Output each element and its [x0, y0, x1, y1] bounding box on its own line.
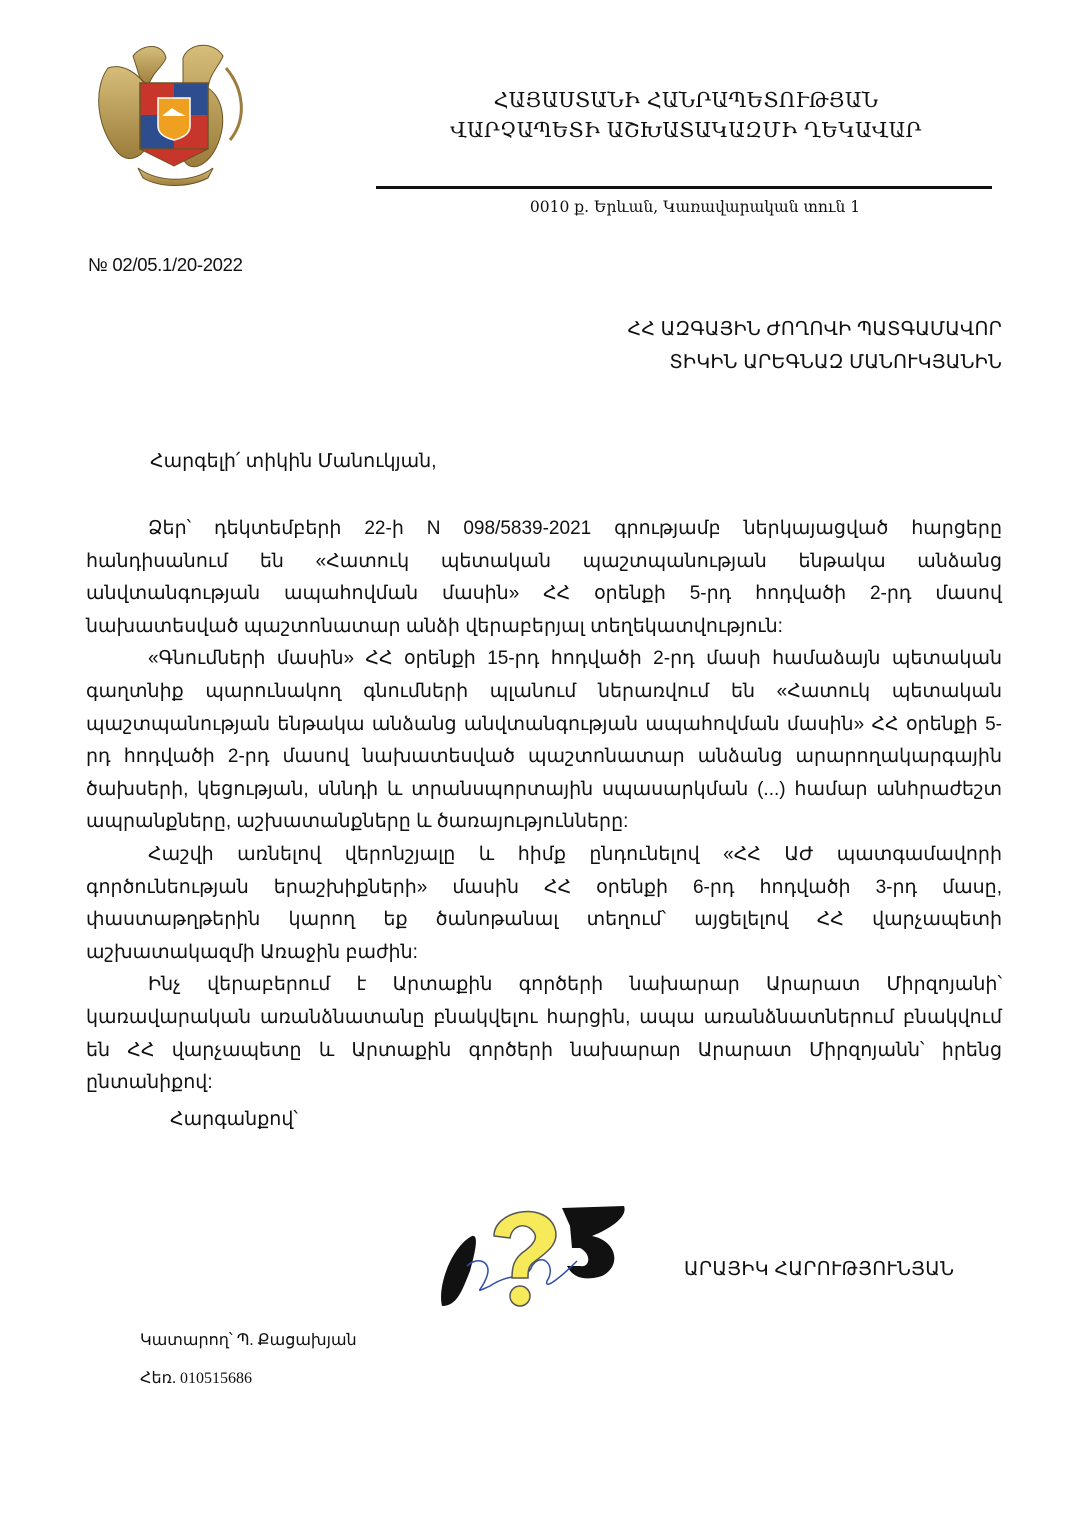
recipient-line1: ՀՀ ԱԶԳԱՅԻՆ ԺՈՂՈՎԻ ՊԱՏԳԱՄԱՎՈՐ	[627, 319, 1002, 340]
body-paragraph: Հաշվի առնելով վերոնշյալը և հիմք ընդունելով «ՀՀ ԱԺ պատգամավորի գործունեության երաշխիքների» մասին ՀՀ օրենքի 6-րդ հոդվածի 3-րդ մասը, փաստաթղթերին կարող եք ծանոթանալ տեղում՝ այցելելով ՀՀ վարչապետի աշխատակազմի Առաջին բաժին:	[86, 843, 1002, 963]
salutation: Հարգելի՛ տիկին Մանուկյան,	[150, 451, 437, 472]
header-title-line1: ՀԱՅԱՍՏԱՆԻ ՀԱՆՐԱՊԵՏՈՒԹՅԱՆ	[493, 88, 879, 112]
redacted-signature-question-mark-icon	[432, 1196, 632, 1314]
closing: Հարգանքով՝	[170, 1109, 298, 1130]
armenian-coat-of-arms-icon	[88, 28, 258, 193]
header-title-line2: ՎԱՐՉԱՊԵՏԻ ԱՇԽԱՏԱԿԱԶՄԻ ՂԵԿԱՎԱՐ	[450, 118, 922, 142]
body-paragraph: Ձեր՝ դեկտեմբերի 22-ի N 098/5839-2021 գրությամբ ներկայացված հարցերը հանդիսանում են «Հատուկ պետական պաշտպանության ենթակա անձանց անվտանգության ապահովման մասին» ՀՀ օրենքի 5-րդ հոդվածի 2-րդ մասով նախատեսված պաշտոնատար անձի վերաբերյալ տեղեկատվություն:	[86, 518, 1002, 637]
signer-name: ԱՐԱՅԻԿ ՀԱՐՈՒԹՅՈՒՆՅԱՆ	[684, 1259, 955, 1280]
header-address: 0010 ք. Երևան, Կառավարական տուն 1	[529, 198, 861, 216]
header-divider	[376, 186, 992, 189]
executor: Կատարող՝ Պ. Քացախյան	[140, 1332, 357, 1349]
body-paragraph: «Գնումների մասին» ՀՀ օրենքի 15-րդ հոդվածի 2-րդ մասի համաձայն պետական գաղտնիք պարունակող գնումների պլանում ներառվում են «Հատուկ պետական պաշտպանության ենթակա անձանց անվտանգության ապահովման մասին» ՀՀ օրենքի 5-րդ հոդվածի 2-րդ մասով նախատեսված պաշտոնատար անձանց արարողակարգային ծախսերի, կեցության, սննդի և տրանսպորտային սպասարկման (...) համար անհրաժեշտ ապրանքները, աշխատանքները և ծառայությունները:	[86, 648, 1002, 833]
phone-number: Հեռ. 010515686	[140, 1370, 252, 1387]
body-paragraph: Ինչ վերաբերում է Արտաքին գործերի նախարար Արարատ Միրզոյանի՝ կառավարական առանձնատանը բնակվելու հարցին, ապա առանձնատներում բնակվում են ՀՀ վարչապետը և Արտաքին գործերի նախարար Արարատ Միրզոյանն՝ իրենց ընտանիքով:	[86, 974, 1002, 1094]
letter-body	[86, 513, 1002, 1100]
reference-number: № 02/05.1/20-2022	[88, 254, 243, 275]
recipient-line2: ՏԻԿԻՆ ԱՐԵԳՆԱԶ ՄԱՆՈՒԿՅԱՆԻՆ	[669, 352, 1002, 373]
